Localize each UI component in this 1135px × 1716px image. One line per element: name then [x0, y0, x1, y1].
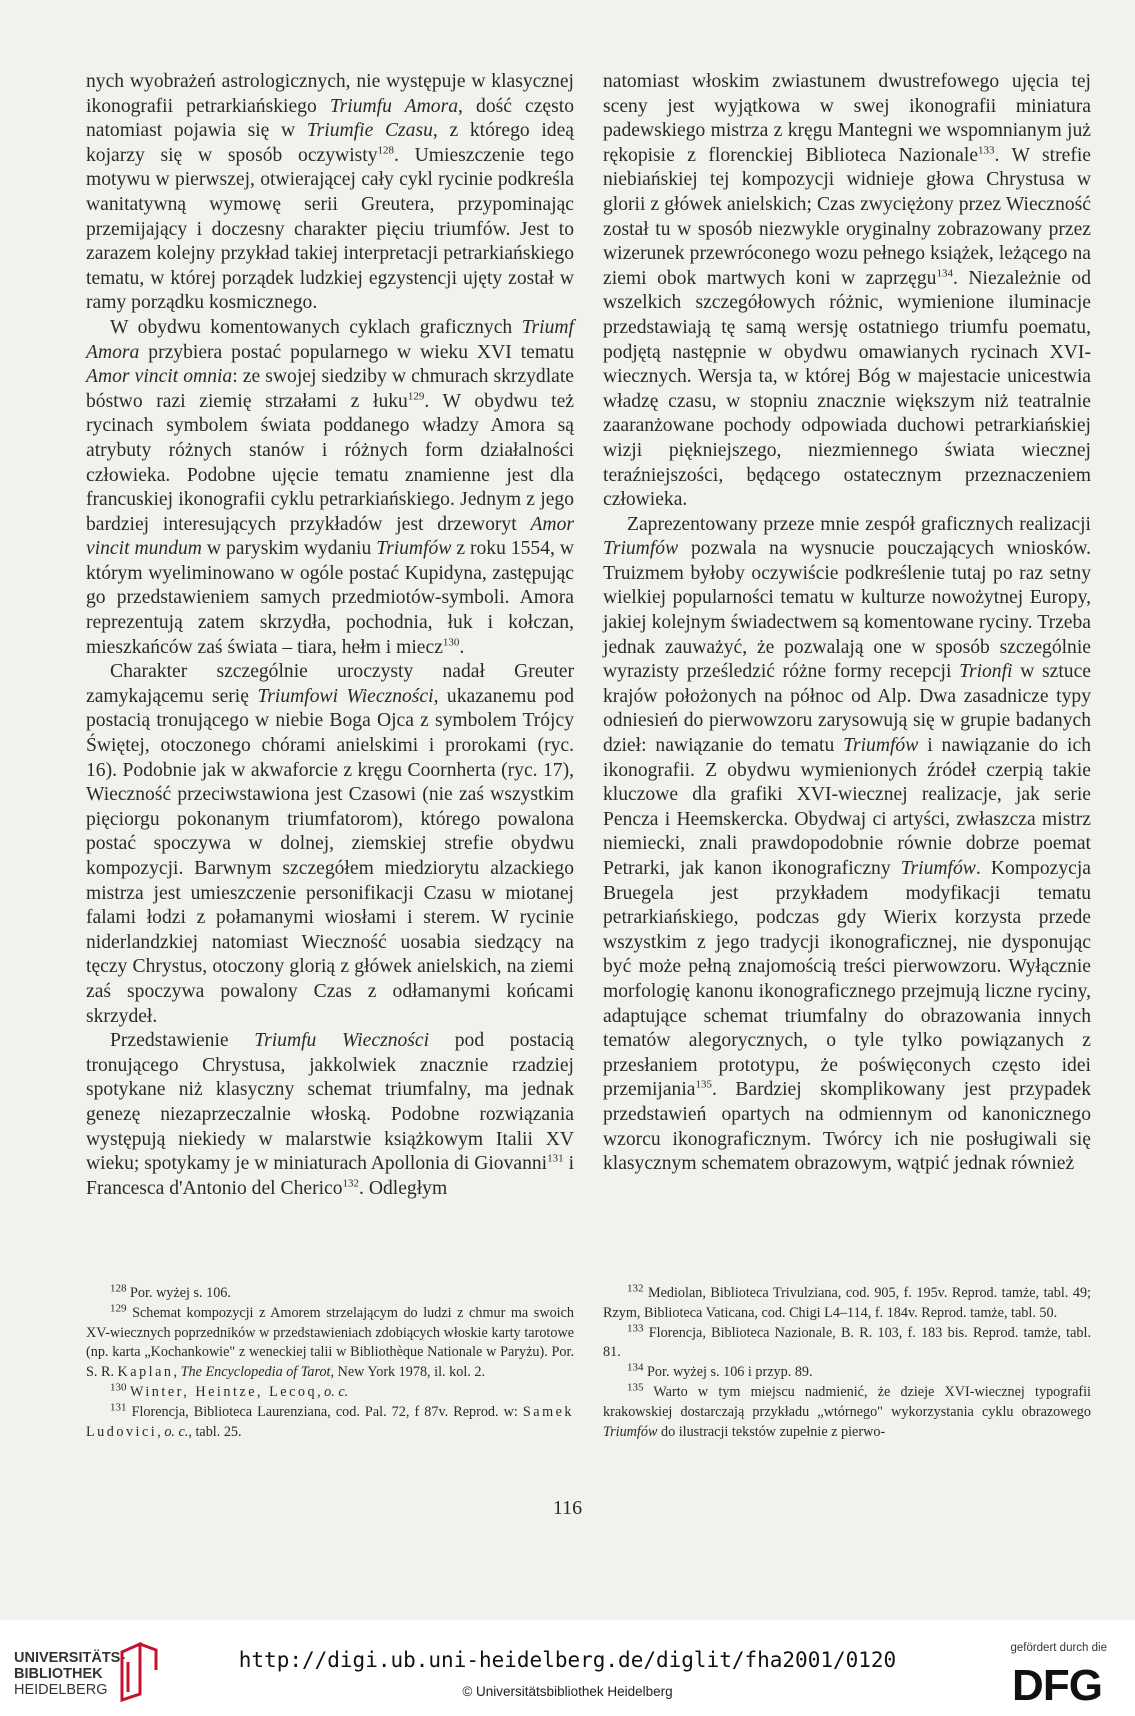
- text-run: Triumfów: [376, 538, 452, 560]
- paragraph: [603, 1284, 1091, 1324]
- footnote-ref: 128: [377, 144, 395, 157]
- text-run: z roku 1554, w którym wyeliminowano w ogóle postać Kupidyna, zastępując go przedstawieniem samych przedmiotów-symboli. Amora reprezentują zatem skrzydła, pochodnia, łuk i kołczan, mieszkańców zaś świata – tiara, hełm i miecz: [86, 538, 574, 658]
- right-column: [603, 70, 1091, 1177]
- permalink-url[interactable]: http://digi.ub.uni-heidelberg.de/diglit/fha2001/0120: [238, 1648, 897, 1672]
- text-run: Samek Ludovici: [86, 1403, 574, 1440]
- funding-note: gefördert durch die: [1010, 1642, 1107, 1654]
- footnote-ref: 132: [627, 1282, 644, 1295]
- copyright-notice: © Universitätsbibliothek Heidelberg: [462, 1684, 673, 1699]
- text-run: Triumfów: [843, 735, 919, 757]
- text-run: przybiera postać popularnego w wieku XVI tematu: [139, 341, 574, 363]
- text-run: Amor vincit mundum: [86, 513, 574, 560]
- text-run: Warto w tym miejscu nadmienić, że dzieje XVI-wiecznej typografii krakowskiej dostarczają przykładu „wtórnego" wykorzystania cyklu obrazowego: [603, 1383, 1091, 1420]
- text-run: pod postacią tronującego Chrystusa, jakkolwiek znacznie rzadziej spotykane niż klasyczny schemat triumfalny, ma jednak genezę niezaprzeczalnie włoską. Podobne rozwiązania występują niekiedy w malarstwie książkowym Italii XV wieku; spotykamy je w miniaturach Apollonia di Giovanni: [86, 1030, 574, 1175]
- text-run: Schemat kompozycji z Amorem strzelającym do ludzi z chmur ma swoich XV-wiecznych poprzedników w przedstawieniach zdobiących włoskie karty tarotowe (np. karta „Kochankowie" z weneckiej talii w Bibliothèque Nationale w Paryżu). Por. S. R.: [86, 1304, 574, 1381]
- paragraph: [86, 660, 574, 1029]
- text-run: Winter, Heintze, Lecoq: [130, 1383, 318, 1400]
- footnote-ref: 133: [978, 144, 995, 157]
- text-run: Triumfie Czasu: [306, 120, 433, 142]
- footnote-ref: 130: [110, 1381, 127, 1394]
- text-run: , tabl. 25.: [188, 1423, 242, 1440]
- text-run: , z którego ideą kojarzy się w sposób oczywisty: [86, 120, 575, 166]
- text-run: . Niezależnie od wszelkich szczegółowych różnic, wymienione iluminacje przedstawiają tę samą wersję ostatniego triumfu poematu, podjętą następnie w obydwu omawianych rycinach XVI-wiecznych. Wersja ta, w której Bóg w majestacie unicestwia władzę czasu, w stopniu znacznie większym niż teatralnie zaaranżowane pochody odpowiada duchowi petrarkiańskiej wizji piękniejszego, niezmiennego świata wiecznej teraźniejszości, będącego ostatecznym przeznaczeniem człowieka.: [603, 267, 1092, 511]
- text-run: . W strefie niebiańskiej tej kompozycji widnieje głowa Chrystusa w glorii z główek anielskich; Czas zwyciężony przez Wieczność został tu w sposób niezwykle oryginalny zobrazowany przez wizerunek przewróconego wozu pełnego książek, leżącego na ziemi obok martwych koni w zaprzęgu: [603, 144, 1091, 289]
- dfg-logo-text: DFG: [1012, 1661, 1102, 1704]
- text-run: Przedstawienie: [110, 1030, 255, 1052]
- paragraph: [603, 1363, 1091, 1383]
- page-number: 116: [552, 1497, 583, 1519]
- text-run: , ukazanemu pod postacią tronującego w niebie Boga Ojca z symbolem Trójcy Świętej, otoczonego chórami anielskimi i prorokami (ryc. 16). Podobnie jak w akwaforcie z kręgu Coornherta (ryc. 17), Wieczność przeciwstawiona jest Czasowi (nie zaś wszystkim pięciorgu pokonanym triumfatorom), którego powalona postać spoczywa w dolnej, ziemskiej strefie obydwu kompozycji. Barwnym szczegółem miedziorytu alzackiego mistrza jest umieszczenie personifikacji Czasu w miotanej falami łodzi z połamanymi wiosłami i sterem. W rycinie niderlandzkiej natomiast Wieczność uosabia siedzący na tęczy Chrystus, otoczony glorią z główek anielskich, na ziemi zaś spoczywa powalony Czas z odłamanymi końcami skrzydeł.: [86, 685, 575, 1027]
- text-run: ,: [317, 1383, 325, 1400]
- paragraph: [603, 513, 1091, 1177]
- text-run: i nawiązanie do ich ikonografii. Z obydwu wymienionych źródeł czerpią takie kluczowe dla grafiki XVI-wiecznej realizacje, jak serie Pencza i Heemskercka. Obydwaj ci artyści, zwłaszcza mistrz niemiecki, znali prawdopodobnie równie dobrze poemat Petrarki, jak kanon ikonograficzny: [603, 735, 1091, 879]
- footnote-ref: 128: [110, 1282, 127, 1295]
- text-run: Triumfów: [603, 1423, 658, 1440]
- text-run: w paryskim wydaniu: [201, 538, 377, 560]
- text-run: , dość często natomiast pojawia się w: [86, 95, 574, 142]
- text-run: Triumfów: [900, 858, 976, 879]
- paragraph: [86, 1029, 574, 1201]
- footnote-ref: 135: [627, 1381, 644, 1394]
- text-run: Triumfu Amora: [329, 95, 459, 117]
- paragraph: [86, 316, 574, 660]
- text-run: ,: [173, 1364, 181, 1381]
- footnote-ref: 135: [695, 1078, 712, 1091]
- text-run: Mediolan, Biblioteca Trivulziana, cod. 905, f. 195v. Reprod. tamże, tabl. 49; Rzym, Biblioteca Vaticana, cod. Chigi L4–114, f. 184v. Reprod. tamże, tabl. 50.: [603, 1285, 1091, 1321]
- footnote-ref: 129: [407, 390, 425, 403]
- text-run: Florencja, Biblioteca Nazionale, B. R. 103, f. 183 bis. Reprod. tamże, tabl. 81.: [603, 1324, 1091, 1361]
- text-run: o. c.: [324, 1383, 349, 1400]
- footnote-ref: 132: [342, 1177, 360, 1190]
- footnotes-right: [603, 1284, 1091, 1442]
- text-run: o. c.: [164, 1423, 189, 1440]
- paragraph: [86, 1403, 574, 1443]
- paragraph: [603, 70, 1091, 513]
- paragraph: [86, 1304, 574, 1383]
- footnote-ref: 134: [627, 1361, 644, 1374]
- text-run: Trionfi: [959, 661, 1013, 683]
- text-run: W obydwu komentowanych cyklach graficznych: [110, 316, 522, 338]
- paragraph: [603, 1321, 1091, 1364]
- paragraph: [86, 1284, 574, 1304]
- footnote-ref: 131: [110, 1401, 127, 1414]
- footnote-ref: 133: [627, 1321, 644, 1334]
- library-name: UNIVERSITÄTS- BIBLIOTHEK HEIDELBERG: [14, 1650, 126, 1698]
- text-run: .: [459, 636, 465, 658]
- text-run: Florencja, Biblioteca Laurenziana, cod. Pal. 72, f 87v. Reprod. w:: [126, 1403, 523, 1420]
- text-run: pozwala na wysnucie pouczających wniosków. Truizmem byłoby oczywiście podkreślenie tutaj po raz setny wielkiej popularności tematu w kulturze nowożytnej Europy, jakiej kolejnym świadectwem są komentowane ryciny. Trzeba jednak zauważyć, że pozwalają one w sposób szczególnie wyrazisty prześledzić różne formy recepcji: [603, 538, 1091, 683]
- text-run: Por. wyżej s. 106.: [126, 1285, 231, 1301]
- text-run: Zaprezentowany przeze mnie zespół graficznych realizacji: [627, 513, 1091, 535]
- text-run: . Bardziej skomplikowany jest przypadek przedstawień opartych na odmiennym od kanonicznego wzorcu ikonograficznym. Twórcy ich nie posługiwali się klasycznym schematem obrazowym, wątpić jednak również: [603, 1079, 1091, 1175]
- text-run: ,: [157, 1423, 165, 1440]
- paragraph: [603, 1383, 1091, 1442]
- text-run: i Francesca d'Antonio del Cherico: [86, 1153, 575, 1199]
- text-run: Triumfowi Wieczności: [257, 685, 434, 707]
- text-run: Charakter szczególnie uroczysty nadał Greuter zamykającemu serię: [86, 661, 574, 707]
- text-run: Triumfu Wieczności: [254, 1030, 430, 1052]
- text-run: Triumf Amora: [86, 316, 574, 363]
- paragraph: [86, 1383, 574, 1403]
- text-run: Kaplan: [117, 1364, 174, 1381]
- text-run: . Odległym: [359, 1177, 448, 1199]
- text-run: do ilustracji tekstów zupełnie z pierwo-: [657, 1423, 886, 1440]
- text-run: natomiast włoskim zwiastunem dwustrefowego ujęcia tej sceny jest wyjątkowa w swej ikonografii miniatura padewskiego mistrza z kręgu Mantegni we wspomnianym już rękopisie z florenckiej Biblioteca Nazionale: [603, 71, 1091, 166]
- text-run: . Kompozycja Bruegela jest przykładem modyfikacji tematu petrarkiańskiego, podczas gdy Wierix korzysta przede wszystkim z jego tradycji ikonograficznej, nie dysponując być może pełną znajomością treści pierwowzoru. Wyłącznie morfologię kanonu ikonograficznego przejmują liczne ryciny, adaptujące schemat triumfalny do obrazowania innych tematów alegorycznych, o tyle tylko powiązanych z przesłaniem prototypu, że poświęconych często idei przemijania: [603, 858, 1091, 1101]
- footnote-ref: 134: [936, 267, 953, 280]
- text-run: : ze swojej siedziby w chmurach skrzydlate bóstwo razi ziemię strzałami z łuku: [86, 366, 574, 412]
- text-run: , New York 1978, il. kol. 2.: [330, 1364, 485, 1381]
- text-run: . W obydwu też rycinach symbolem świata poddanego władzy Amora są atrybuty różnych stanów i różnych form działalności człowieka. Podobne ujęcie tematu znamienne jest dla francuskiej ikonografii cyklu petrarkiańskiego. Jednym z jego bardziej interesujących przykładów jest drzeworyt: [86, 390, 574, 535]
- text-run: w sztuce krajów położonych na północ od Alp. Dwa zasadnicze typy odniesień do pierwowzoru zarysowują się w grupie badanych dzieł: nawiązanie do tematu: [603, 661, 1091, 757]
- dfg-logo[interactable]: [1005, 1660, 1109, 1704]
- text-run: Por. wyżej s. 106 i przyp. 89.: [643, 1364, 813, 1381]
- viewer-footer: [0, 1620, 1135, 1716]
- footnote-ref: 129: [110, 1302, 127, 1315]
- footnotes-left: [86, 1284, 574, 1442]
- text-run: nych wyobrażeń astrologicznych, nie występuje w klasycznej ikonografii petrarkiańskiego: [86, 71, 574, 117]
- text-run: Triumfów: [603, 538, 679, 560]
- left-column: [86, 70, 574, 1201]
- text-run: The Encyclopedia of Tarot: [180, 1364, 331, 1381]
- footnote-ref: 131: [547, 1152, 564, 1165]
- text-run: Amor vincit omnia: [86, 366, 233, 388]
- paragraph: [86, 70, 574, 316]
- footnote-ref: 130: [442, 636, 460, 649]
- text-run: . Umieszczenie tego motywu w pierwszej, otwierającej cały cykl rycinie podkreśla wanitatywną wymowę serii Greutera, przypominając przemijający i doczesny charakter pięciu triumfów. Jest to zarazem kolejny przykład takiej interpretacji petrarkiańskiego tematu, w której porządek ludzkiej egzystencji ujęty został w ramy porządku kosmicznego.: [86, 144, 575, 314]
